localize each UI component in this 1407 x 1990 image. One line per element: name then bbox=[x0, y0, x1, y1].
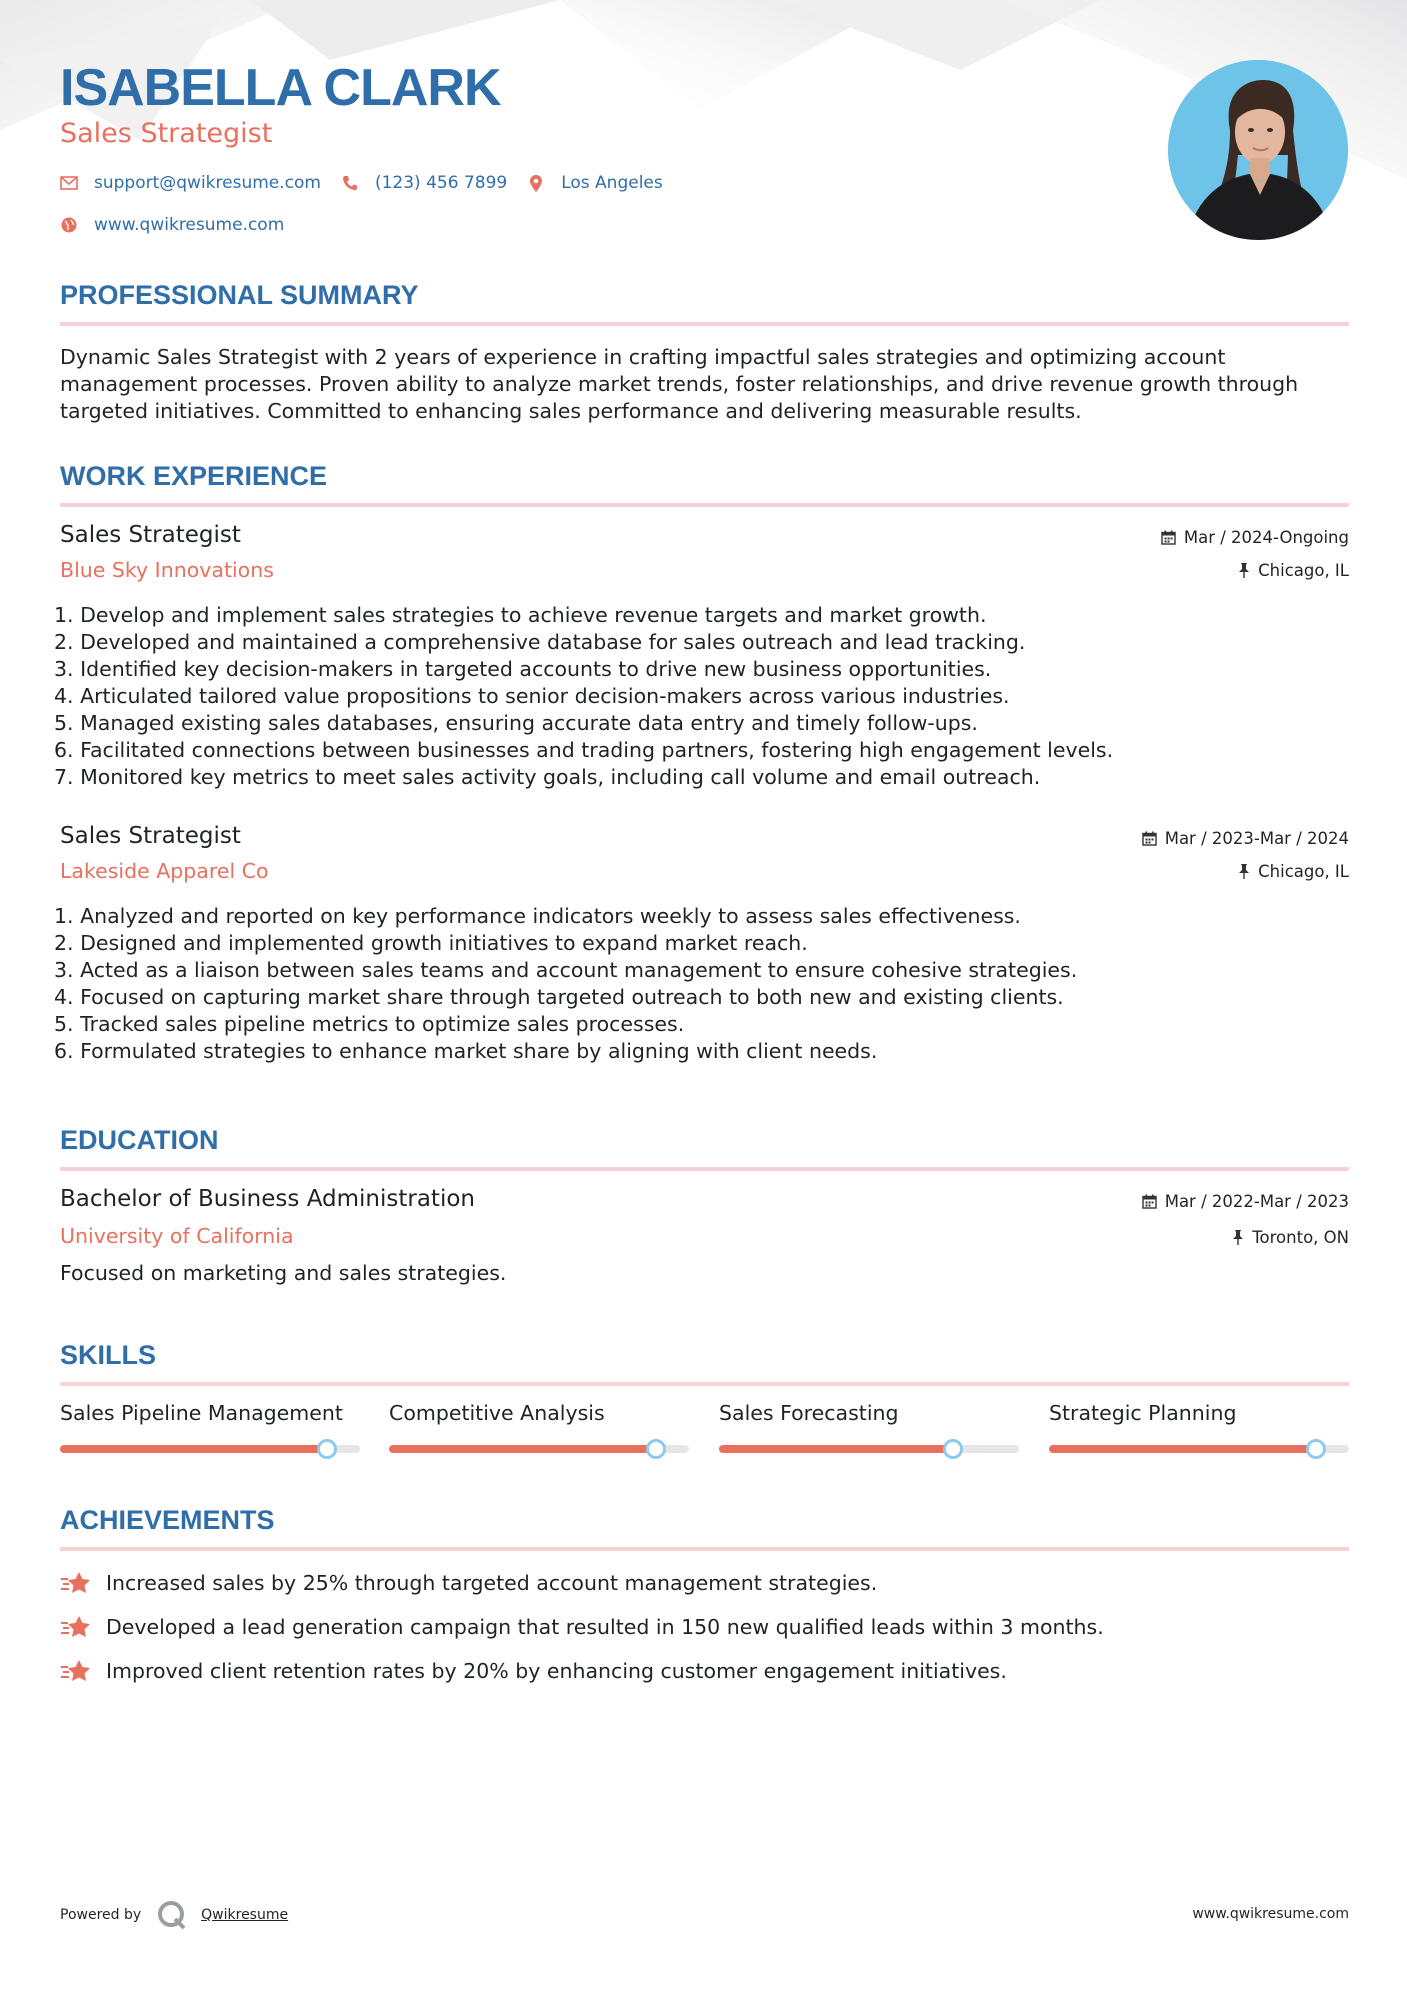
job-bullet: 2. Developed and maintained a comprehensive database for sales outreach and lead tracking. bbox=[54, 630, 1026, 654]
job-location-text: Chicago, IL bbox=[1258, 561, 1349, 580]
job-title: Sales Strategist bbox=[60, 823, 241, 849]
skill-name: Sales Forecasting bbox=[719, 1401, 899, 1425]
job-date bbox=[1142, 829, 1349, 848]
skill-bar bbox=[60, 1445, 360, 1453]
footer-website[interactable]: www.qwikresume.com bbox=[1192, 1906, 1349, 1922]
experience-heading: WORK EXPERIENCE bbox=[60, 461, 328, 491]
summary-section bbox=[60, 280, 1349, 425]
skill-fill bbox=[1049, 1445, 1316, 1453]
skill-bar bbox=[719, 1445, 1019, 1453]
job-bullet: 5. Tracked sales pipeline metrics to optimize sales processes. bbox=[54, 1012, 685, 1036]
school-name: University of California bbox=[60, 1224, 294, 1248]
job-company: Blue Sky Innovations bbox=[60, 558, 274, 582]
section-divider bbox=[60, 503, 1349, 507]
job-bullet: 6. Formulated strategies to enhance market share by aligning with client needs. bbox=[54, 1039, 878, 1063]
pushpin-icon bbox=[1238, 864, 1250, 879]
achievements-heading: ACHIEVEMENTS bbox=[60, 1505, 275, 1535]
skill-bar bbox=[1049, 1445, 1349, 1453]
job-bullet: 4. Articulated tailored value propositions to senior decision-makers across various industries. bbox=[54, 684, 1010, 708]
job-bullet: 4. Focused on capturing market share through targeted outreach to both new and existing clients. bbox=[54, 985, 1064, 1009]
section-divider bbox=[60, 322, 1349, 326]
job-bullet: 7. Monitored key metrics to meet sales activity goals, including call volume and email outreach. bbox=[54, 765, 1041, 789]
contact-location bbox=[527, 173, 663, 193]
skill-name: Sales Pipeline Management bbox=[60, 1401, 343, 1425]
job-bullet: 5. Managed existing sales databases, ensuring accurate data entry and timely follow-ups. bbox=[54, 711, 978, 735]
achievement-text: Improved client retention rates by 20% by enhancing customer engagement initiatives. bbox=[106, 1659, 1007, 1683]
job-bullet: 2. Designed and implemented growth initiatives to expand market reach. bbox=[54, 931, 808, 955]
calendar-icon bbox=[1161, 530, 1176, 545]
qwikresume-logo-icon bbox=[157, 1900, 187, 1930]
job-title: Sales Strategist bbox=[60, 522, 241, 548]
section-divider bbox=[60, 1167, 1349, 1171]
globe-icon bbox=[60, 216, 78, 234]
phone-text: (123) 456 7899 bbox=[374, 173, 508, 193]
calendar-icon bbox=[1142, 831, 1157, 846]
contact-email[interactable] bbox=[60, 173, 321, 193]
section-divider bbox=[60, 1547, 1349, 1551]
achievement-text: Increased sales by 25% through targeted account management strategies. bbox=[106, 1571, 878, 1595]
job-location bbox=[1238, 862, 1349, 881]
skills-list bbox=[60, 1401, 1349, 1481]
skill-fill bbox=[60, 1445, 327, 1453]
education-location-text: Toronto, ON bbox=[1252, 1228, 1349, 1247]
education-date-text: Mar / 2022-Mar / 2023 bbox=[1164, 1192, 1349, 1211]
job-date-text: Mar / 2023-Mar / 2024 bbox=[1164, 829, 1349, 848]
star-icon bbox=[60, 1570, 92, 1596]
degree-title: Bachelor of Business Administration bbox=[60, 1186, 475, 1212]
job-company: Lakeside Apparel Co bbox=[60, 859, 269, 883]
education-location bbox=[1232, 1228, 1349, 1247]
brand-link[interactable]: Qwikresume bbox=[201, 1907, 289, 1923]
job-bullet: 3. Identified key decision-makers in targeted accounts to drive new business opportunities. bbox=[54, 657, 992, 681]
job-date-text: Mar / 2024-Ongoing bbox=[1183, 528, 1349, 547]
map-pin-icon bbox=[527, 174, 545, 192]
contact-row bbox=[60, 173, 683, 193]
section-divider bbox=[60, 1382, 1349, 1386]
skill-knob bbox=[317, 1439, 337, 1459]
skill-fill bbox=[389, 1445, 656, 1453]
education-heading: EDUCATION bbox=[60, 1125, 219, 1155]
achievement-text: Developed a lead generation campaign that resulted in 150 new qualified leads within 3 months. bbox=[106, 1615, 1104, 1639]
skill-bar bbox=[389, 1445, 689, 1453]
skill-knob bbox=[1306, 1439, 1326, 1459]
contact-website[interactable] bbox=[60, 215, 284, 235]
candidate-name: ISABELLA CLARK bbox=[60, 59, 501, 117]
job-bullets bbox=[54, 602, 1113, 791]
skill-fill bbox=[719, 1445, 953, 1453]
contact-row-website bbox=[60, 215, 304, 235]
skills-heading: SKILLS bbox=[60, 1340, 157, 1370]
job-bullet: 1. Develop and implement sales strategies to achieve revenue targets and market growth. bbox=[54, 603, 987, 627]
location-text: Los Angeles bbox=[561, 173, 663, 193]
powered-by-label: Powered by bbox=[60, 1907, 142, 1923]
skill-knob bbox=[943, 1439, 963, 1459]
job-location bbox=[1238, 561, 1349, 580]
star-icon bbox=[60, 1658, 92, 1684]
skill-item bbox=[719, 1401, 1019, 1453]
calendar-icon bbox=[1142, 1194, 1157, 1209]
summary-line: management processes. Proven ability to analyze market trends, foster relationships, and drive revenue growth through bbox=[60, 372, 1299, 396]
achievement-item bbox=[60, 1658, 1007, 1684]
job-bullet: 3. Acted as a liaison between sales teams and account management to ensure cohesive strategies. bbox=[54, 958, 1078, 982]
experience-section bbox=[60, 461, 1349, 507]
achievements-section bbox=[60, 1505, 1349, 1551]
contact-phone[interactable] bbox=[341, 173, 507, 193]
website-text: www.qwikresume.com bbox=[94, 215, 285, 235]
job-location-text: Chicago, IL bbox=[1258, 862, 1349, 881]
email-text: support@qwikresume.com bbox=[94, 173, 321, 193]
resume-content bbox=[54, 0, 1349, 1683]
job-bullet: 6. Facilitated connections between businesses and trading partners, fostering high engagement levels. bbox=[54, 738, 1114, 762]
summary-heading: PROFESSIONAL SUMMARY bbox=[60, 280, 419, 310]
education-description: Focused on marketing and sales strategies. bbox=[60, 1261, 507, 1285]
pushpin-icon bbox=[1238, 563, 1250, 578]
summary-line: targeted initiatives. Committed to enhancing sales performance and delivering measurable results. bbox=[60, 399, 1082, 423]
profile-photo bbox=[1168, 60, 1348, 240]
skill-name: Competitive Analysis bbox=[389, 1401, 605, 1425]
star-icon bbox=[60, 1614, 92, 1640]
skill-item bbox=[1049, 1401, 1349, 1453]
skill-name: Strategic Planning bbox=[1049, 1401, 1237, 1425]
phone-icon bbox=[341, 174, 359, 192]
skill-knob bbox=[646, 1439, 666, 1459]
summary-text bbox=[60, 344, 1349, 425]
job-bullets bbox=[54, 903, 1077, 1065]
resume-header bbox=[60, 0, 1349, 250]
skill-item bbox=[60, 1401, 360, 1453]
footer-powered-by bbox=[60, 1900, 288, 1930]
candidate-title: Sales Strategist bbox=[60, 118, 273, 149]
achievement-item bbox=[60, 1614, 1104, 1640]
job-bullet: 1. Analyzed and reported on key performance indicators weekly to assess sales effectiveness. bbox=[54, 904, 1021, 928]
job-date bbox=[1161, 528, 1349, 547]
skills-section bbox=[60, 1340, 1349, 1386]
education-date bbox=[1142, 1192, 1349, 1211]
skill-item bbox=[389, 1401, 689, 1453]
pushpin-icon bbox=[1232, 1230, 1244, 1245]
education-section bbox=[60, 1125, 1349, 1171]
summary-line: Dynamic Sales Strategist with 2 years of experience in crafting impactful sales strategies and optimizing account bbox=[60, 345, 1226, 369]
achievement-item bbox=[60, 1570, 877, 1596]
envelope-icon bbox=[60, 174, 78, 192]
